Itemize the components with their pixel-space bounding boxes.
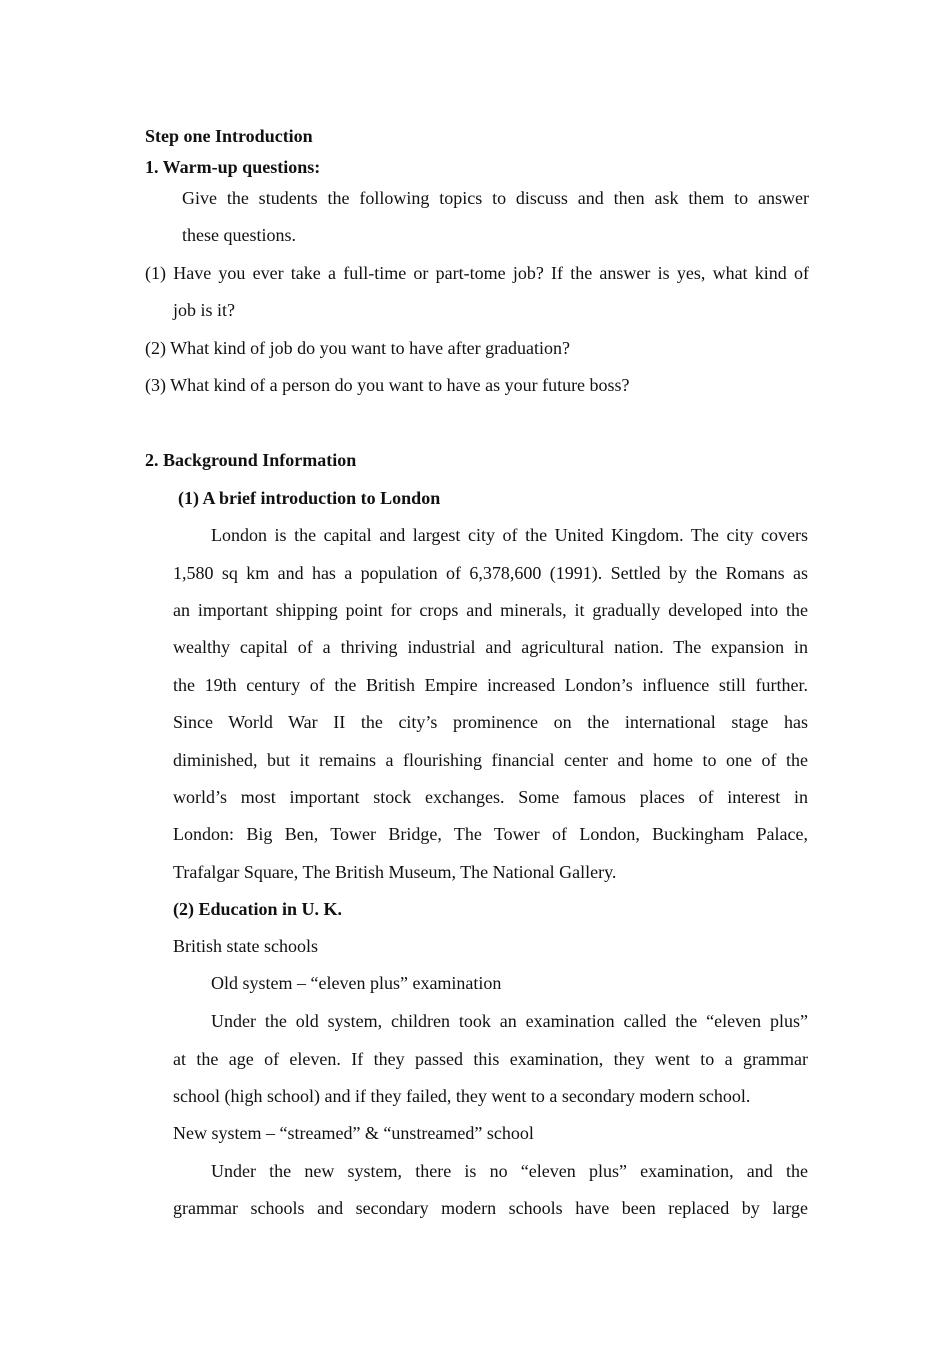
london-paragraph-line: London: Big Ben, Tower Bridge, The Tower of London, Buckingham Palace,: [173, 824, 808, 844]
warmup-question: (3) What kind of a person do you want to have as your future boss?: [145, 375, 630, 395]
warmup-question: (2) What kind of job do you want to have after graduation?: [145, 338, 571, 358]
london-paragraph-line: Since World War II the city’s prominence on the international stage has: [173, 712, 808, 732]
education-heading: (2) Education in U. K.: [173, 899, 343, 919]
warmup-heading: 1. Warm-up questions:: [145, 157, 321, 177]
warmup-intro-line: Give the students the following topics to discuss and then ask them to answer: [182, 188, 809, 208]
london-paragraph-line: wealthy capital of a thriving industrial and agricultural nation. The expansion in: [173, 637, 808, 657]
old-system-line: school (high school) and if they failed, they went to a secondary modern school.: [173, 1086, 751, 1106]
new-system-line: Under the new system, there is no “eleven plus” examination, and the: [211, 1161, 808, 1181]
london-paragraph-line: world’s most important stock exchanges. Some famous places of interest in: [173, 787, 808, 807]
london-paragraph-line: 1,580 sq km and has a population of 6,378,600 (1991). Settled by the Romans as: [173, 563, 808, 583]
new-system-label: New system – “streamed” & “unstreamed” school: [173, 1123, 534, 1143]
london-paragraph-line: diminished, but it remains a flourishing financial center and home to one of the: [173, 750, 808, 770]
education-subheading: British state schools: [173, 936, 318, 956]
step-title: Step one Introduction: [145, 126, 313, 146]
old-system-label: Old system – “eleven plus” examination: [211, 973, 502, 993]
london-paragraph-line: the 19th century of the British Empire increased London’s influence still further.: [173, 675, 808, 695]
background-heading: 2. Background Information: [145, 450, 357, 470]
london-paragraph-line: Trafalgar Square, The British Museum, The National Gallery.: [173, 862, 617, 882]
warmup-question: job is it?: [173, 300, 235, 320]
london-paragraph-line: an important shipping point for crops and minerals, it gradually developed into the: [173, 600, 808, 620]
old-system-line: Under the old system, children took an examination called the “eleven plus”: [211, 1011, 808, 1031]
new-system-line: grammar schools and secondary modern schools have been replaced by large: [173, 1198, 808, 1218]
london-heading: (1) A brief introduction to London: [178, 488, 441, 508]
old-system-line: at the age of eleven. If they passed this examination, they went to a grammar: [173, 1049, 808, 1069]
london-paragraph-line: London is the capital and largest city of the United Kingdom. The city covers: [211, 525, 808, 545]
warmup-intro-line: these questions.: [182, 225, 296, 245]
warmup-question: (1) Have you ever take a full-time or part-tome job? If the answer is yes, what kind of: [145, 263, 809, 283]
